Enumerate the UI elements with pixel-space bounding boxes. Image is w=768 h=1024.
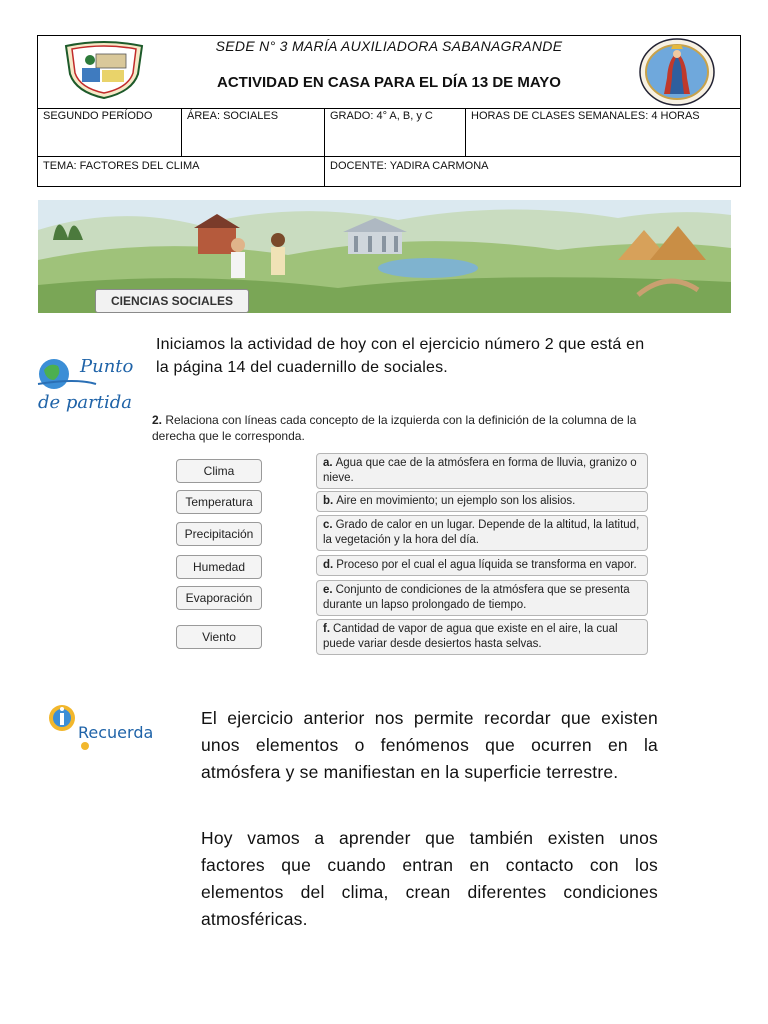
header-table — [37, 35, 741, 187]
banner-label: CIENCIAS SOCIALES — [95, 289, 249, 313]
virgin-mary-seal-logo — [638, 38, 716, 106]
definition-box — [316, 515, 648, 551]
area-cell: ÁREA: SOCIALES — [181, 108, 324, 156]
intro-text: Iniciamos la actividad de hoy con el ejercicio número 2 que está en la página 14 del cuadernillo de sociales. — [156, 336, 645, 376]
recuerda-paragraph-1: El ejercicio anterior nos permite recordar que existen unos elementos o fenómenos que ocurren en la atmósfera y se manifiestan en la superficie terrestre. — [201, 708, 658, 782]
definition-box — [316, 580, 648, 616]
punto-text: Punto — [80, 356, 134, 377]
header-title-row — [38, 36, 740, 109]
concept-box: Viento — [176, 625, 262, 649]
concept-box: Temperatura — [176, 490, 262, 514]
recuerda-paragraph-2: Hoy vamos a aprender que también existen unos factores que cuando entran en contacto con los elementos del clima, crean diferentes condiciones atmosféricas. — [201, 828, 658, 929]
definition-box — [316, 619, 648, 655]
definition-letter: e. — [323, 584, 333, 596]
recuerda-logo — [44, 700, 172, 752]
definition-text: Cantidad de vapor de agua que existe en el aire, la cual puede variar desde desiertos hasta selvas. — [323, 623, 618, 650]
definition-text: Conjunto de condiciones de la atmósfera que se presenta durante un lapso prolongado de tiempo. — [323, 584, 630, 611]
definition-text: Agua que cae de la atmósfera en forma de lluvia, granizo o nieve. — [323, 457, 637, 484]
period-cell: SEGUNDO PERÍODO — [43, 110, 153, 122]
partida-text: de partida — [38, 392, 132, 413]
concept-box: Clima — [176, 459, 262, 483]
definition-box — [316, 491, 648, 512]
definition-letter: c. — [323, 519, 333, 531]
teacher-cell: DOCENTE: YADIRA CARMONA — [324, 156, 740, 186]
activity-title: ACTIVIDAD EN CASA PARA EL DÍA 13 DE MAYO — [217, 74, 561, 91]
topic-cell: TEMA: FACTORES DEL CLIMA — [43, 160, 200, 172]
hours-cell: HORAS DE CLASES SEMANALES: 4 HORAS — [465, 108, 740, 156]
definition-letter: f. — [323, 623, 331, 635]
header-topic-row — [38, 156, 740, 186]
definition-text: Proceso por el cual el agua líquida se transforma en vapor. — [336, 559, 637, 571]
definition-letter: b. — [323, 495, 334, 507]
exercise-instruction — [152, 412, 672, 444]
sede-title: SEDE N° 3 MARÍA AUXILIADORA SABANAGRANDE — [215, 38, 563, 54]
concept-box: Precipitación — [176, 522, 262, 546]
concept-box: Evaporación — [176, 586, 262, 610]
definition-box — [316, 555, 648, 576]
punto-de-partida-logo — [36, 350, 140, 414]
definition-letter: a. — [323, 457, 333, 469]
exercise-instruction-text: Relaciona con líneas cada concepto de la izquierda con la definición de la columna de la derecha que le corresponda. — [152, 413, 637, 443]
header-info-row — [38, 108, 740, 157]
recuerda-label: Recuerda — [78, 723, 154, 742]
concept-box: Humedad — [176, 555, 262, 579]
definition-text: Grado de calor en un lugar. Depende de la altitud, la latitud, la vegetación y la hora del día. — [323, 519, 640, 546]
definition-text: Aire en movimiento; un ejemplo son los alisios. — [336, 495, 576, 507]
definition-letter: d. — [323, 559, 334, 571]
grade-cell: GRADO: 4° A, B, y C — [324, 108, 465, 156]
definition-box — [316, 453, 648, 489]
exercise-number: 2. — [152, 413, 163, 427]
